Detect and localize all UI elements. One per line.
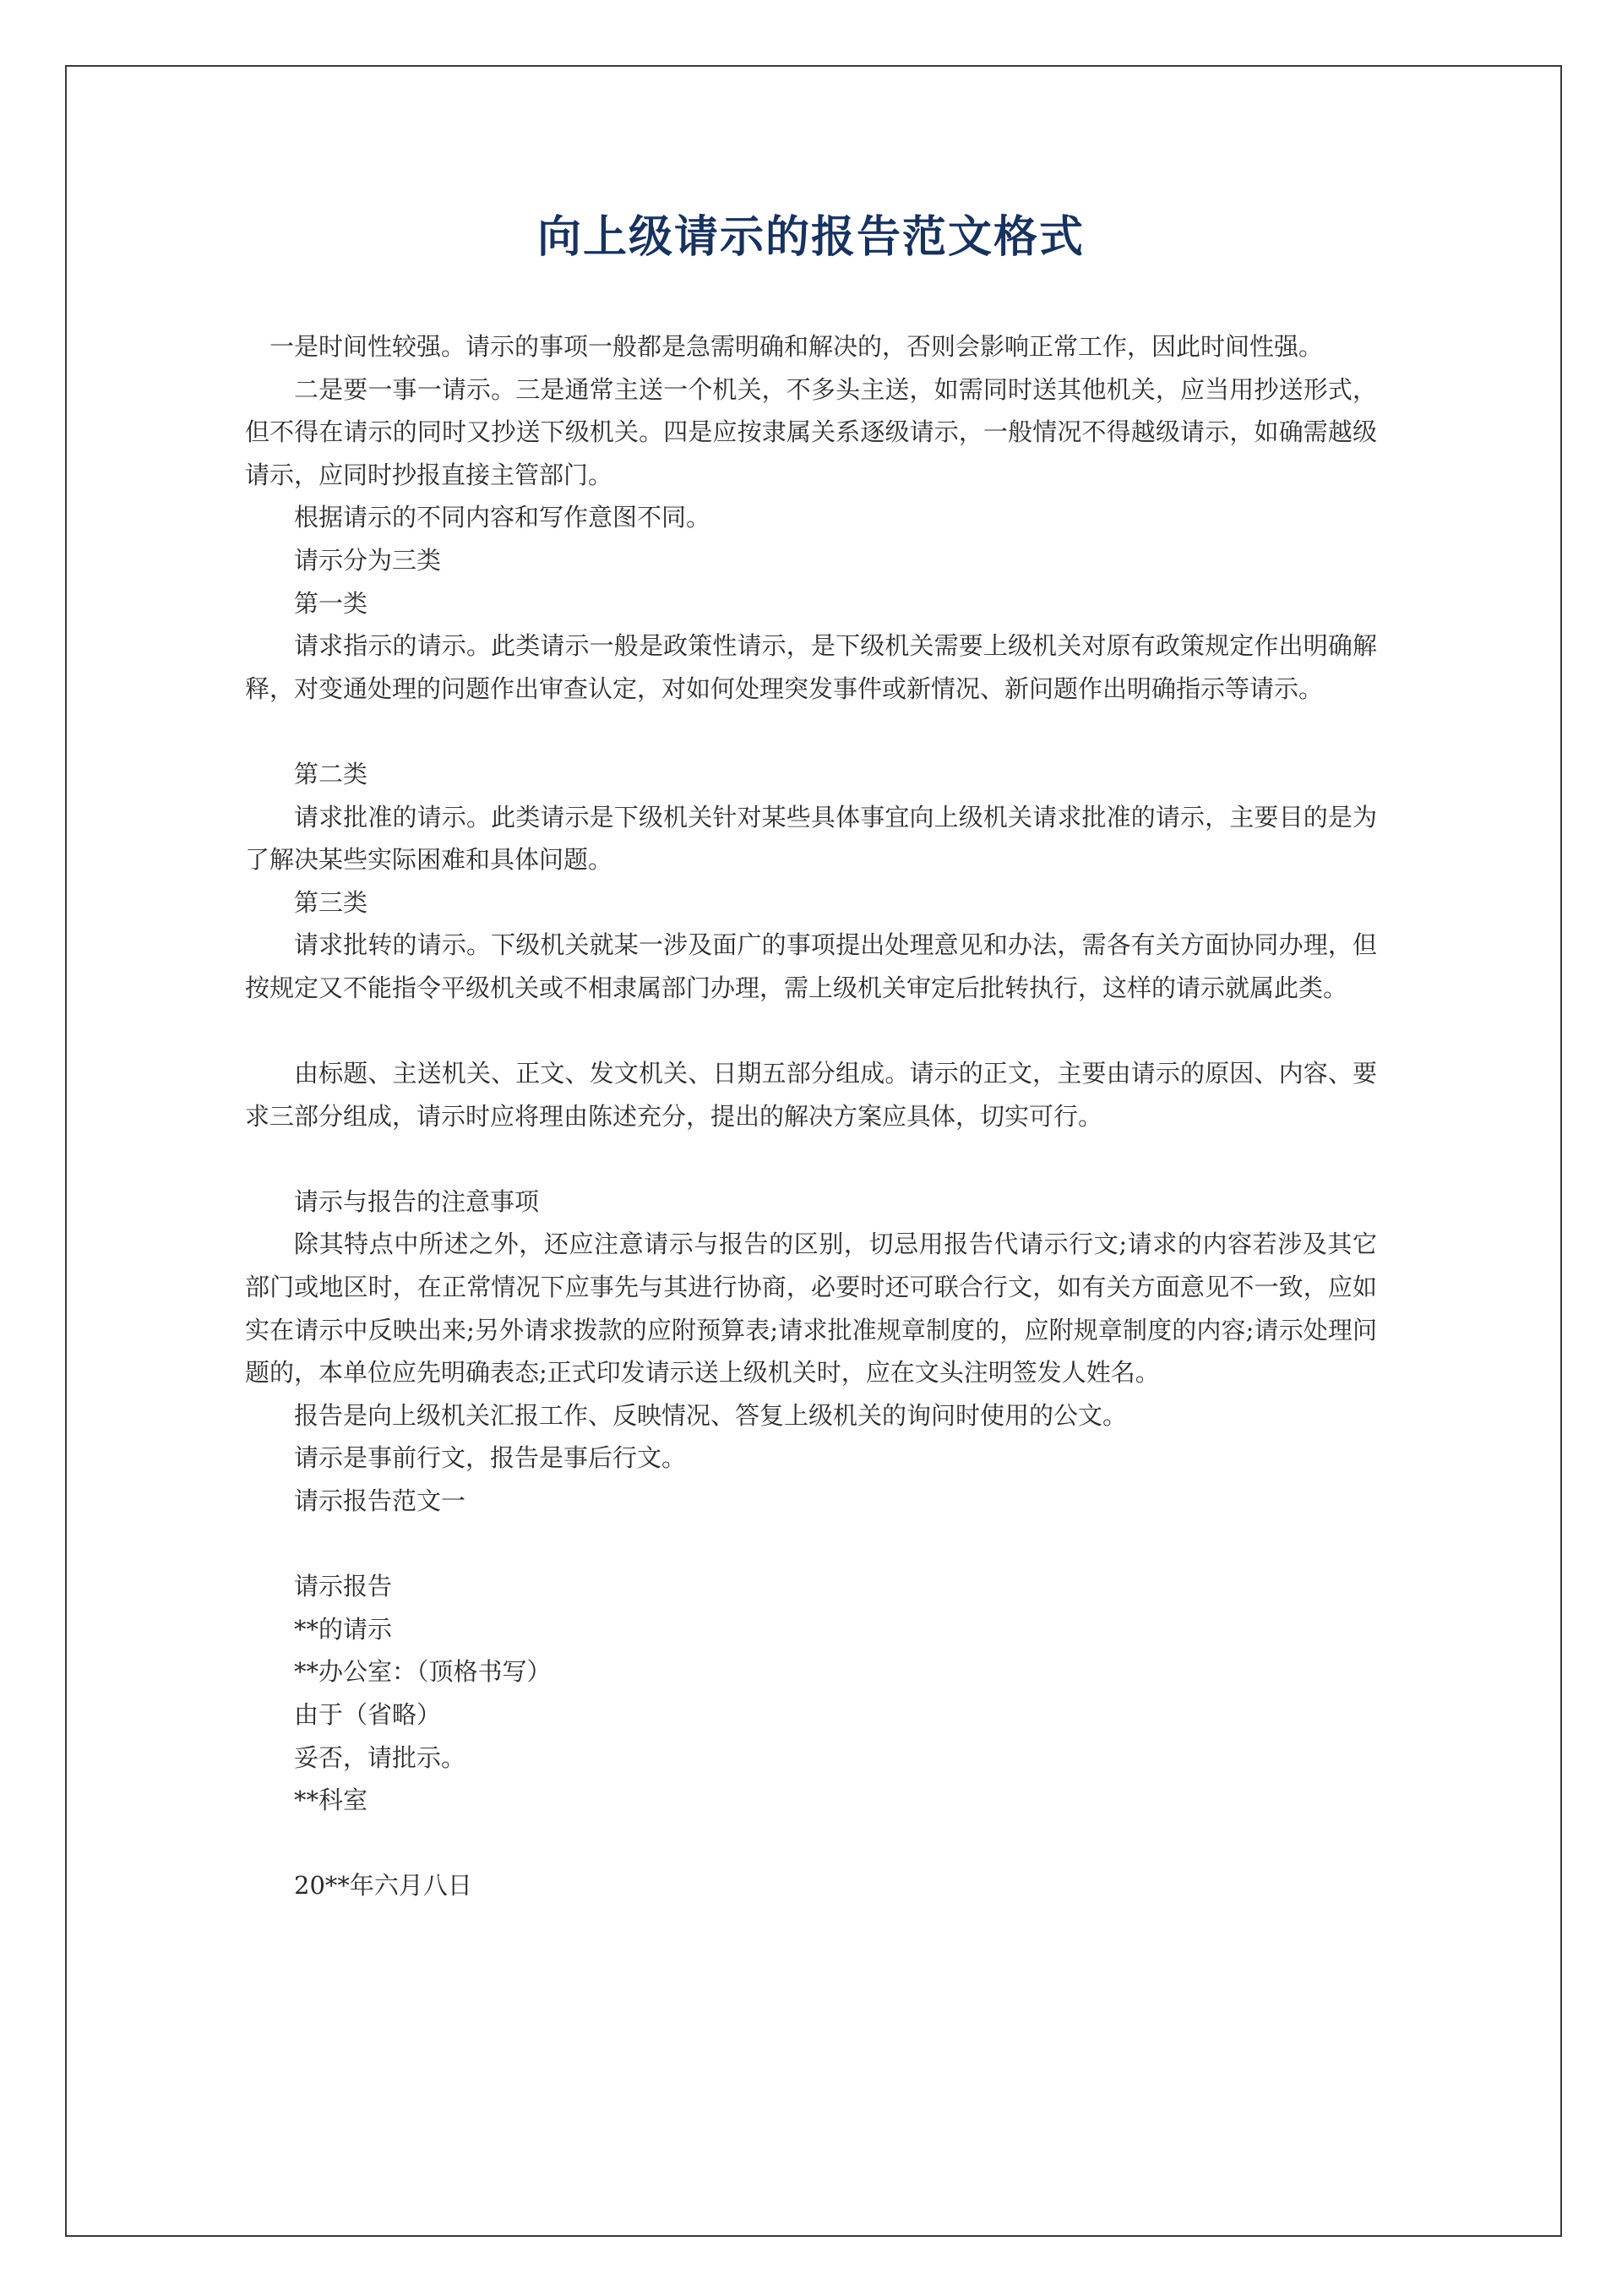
section-heading: 第三类	[294, 887, 368, 917]
sample-line: **科室	[294, 1786, 368, 1815]
paragraph: 请求批转的请示。下级机关就某一涉及面广的事项提出处理意见和办法，需各有关方面协同办理，但按规定又不能指令平级机关或不相隶属部门办理，需上级机关审定后批转执行，这样的请示就属此类。	[245, 930, 1377, 1002]
paragraph: 一是时间性较强。请示的事项一般都是急需明确和解决的，否则会影响正常工作，因此时间性强。	[269, 332, 1324, 361]
sample-line: 请示报告	[294, 1572, 393, 1601]
document-title: 向上级请示的报告范文格式	[536, 211, 1085, 263]
blank-line	[245, 1822, 1377, 1865]
sample-line: 妥否，请批示。	[294, 1742, 466, 1772]
section-heading: 请示与报告的注意事项	[294, 1186, 540, 1216]
paragraph: 除其特点中所述之外，还应注意请示与报告的区别，切忌用报告代请示行文;请求的内容若涉及其它部门或地区时，在正常情况下应事先与其进行协商，必要时还可联合行文，如有关方面意见不一致，应如实在请示中反映出来;另外请求拨款的应附预算表;请求批准规章制度的，应附规章制度的内容;请示处理问题的，本单位应先明确表态;正式印发请示送上级机关时，应在文头注明签发人姓名。	[245, 1230, 1377, 1388]
blank-line	[245, 1010, 1377, 1053]
paragraph: 由标题、主送机关、正文、发文机关、日期五部分组成。请示的正文，主要由请示的原因、内容、要求三部分组成，请示时应将理由陈述充分，提出的解决方案应具体，切实可行。	[245, 1059, 1377, 1131]
paragraph: 请求批准的请示。此类请示是下级机关针对某些具体事宜向上级机关请求批准的请示，主要目的是为了解决某些实际困难和具体问题。	[245, 802, 1377, 875]
blank-line	[245, 1137, 1377, 1181]
paragraph: 根据请示的不同内容和写作意图不同。	[294, 503, 711, 532]
section-heading: 请示报告范文一	[294, 1486, 466, 1516]
blank-line	[245, 1523, 1377, 1566]
paragraph: 请求指示的请示。此类请示一般是政策性请示，是下级机关需要上级机关对原有政策规定作出明确解释，对变通处理的问题作出审查认定，对如何处理突发事件或新情况、新问题作出明确指示等请示。	[245, 631, 1377, 703]
paragraph: 请示是事前行文，报告是事后行文。	[294, 1443, 687, 1473]
section-heading: 第二类	[294, 759, 368, 788]
date-line: 20**年六月八日	[294, 1871, 472, 1901]
sample-line: **办公室：（顶格书写）	[294, 1657, 552, 1687]
section-heading: 第一类	[294, 588, 368, 618]
section-heading: 请示分为三类	[294, 545, 442, 575]
paragraph: 二是要一事一请示。三是通常主送一个机关，不多头主送，如需同时送其他机关，应当用抄送形式，但不得在请示的同时又抄送下级机关。四是应按隶属关系逐级请示，一般情况不得越级请示，如确需越级请示，应同时抄报直接主管部门。	[245, 374, 1377, 489]
sample-line: **的请示	[294, 1614, 393, 1644]
document-body	[245, 325, 1377, 1907]
blank-line	[245, 710, 1377, 753]
paragraph: 报告是向上级机关汇报工作、反映情况、答复上级机关的询问时使用的公文。	[294, 1400, 1128, 1430]
sample-line: 由于（省略）	[294, 1700, 442, 1729]
